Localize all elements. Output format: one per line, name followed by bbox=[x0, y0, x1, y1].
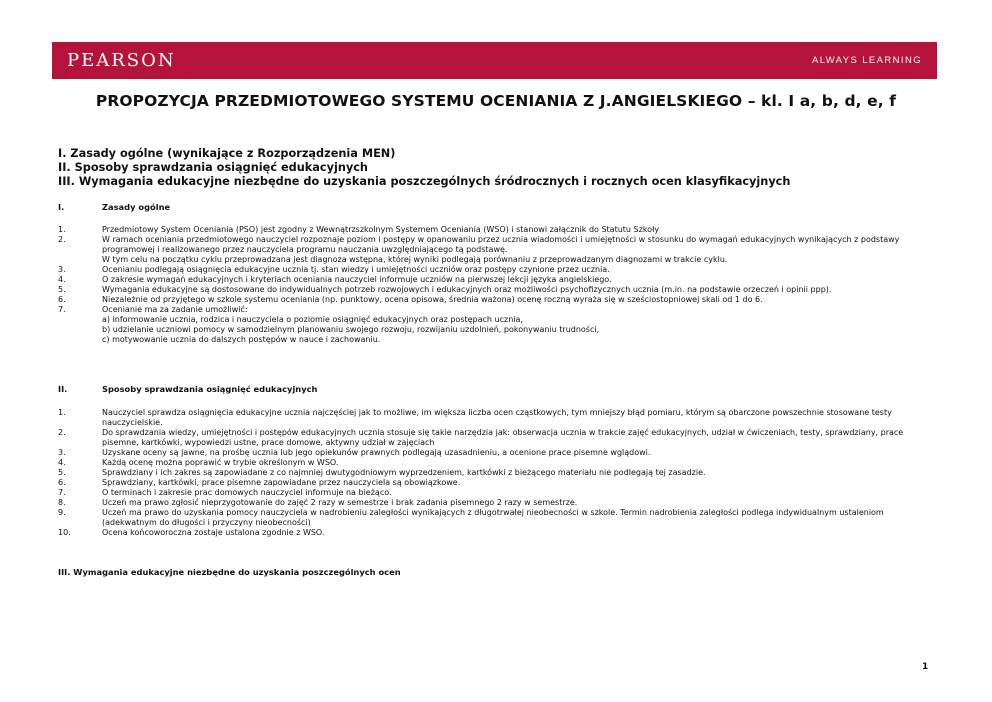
section-3-heading: III. Wymagania edukacyjne niezbędne do uzyskania poszczególnych ocen bbox=[58, 567, 401, 577]
section-1 bbox=[58, 202, 928, 345]
list-item bbox=[58, 408, 928, 428]
section-1-title: Zasady ogólne bbox=[102, 202, 171, 212]
list-item-number: 2. bbox=[58, 235, 66, 244]
list-item-text bbox=[102, 225, 928, 235]
list-item bbox=[58, 448, 928, 458]
list-item-line: a) informowanie ucznia, rodzica i nauczyciela o poziomie osiągnięć edukacyjnych oraz postępach ucznia, bbox=[102, 315, 523, 324]
heading-1: I. Zasady ogólne (wynikające z Rozporządzenia MEN) bbox=[58, 147, 396, 160]
section-2-items bbox=[58, 408, 928, 538]
list-item-text bbox=[102, 265, 928, 275]
list-item bbox=[58, 305, 928, 345]
list-item-line: Niezależnie od przyjętego w szkole systemu oceniania (np. punktowy, ocena opisowa, średnia ważona) ocenę roczną wyraża się w sześciostopniowej skali od 1 do 6. bbox=[102, 295, 763, 304]
list-item-line: W tym celu na początku cyklu przeprowadzana jest diagnoza wstępna, której wyniki podlegają porównaniu z przeprowadzanym diagnozami w trakcie cyklu. bbox=[102, 255, 728, 264]
list-item-number: 1. bbox=[58, 225, 66, 234]
section-2 bbox=[58, 384, 928, 538]
list-item bbox=[58, 285, 928, 295]
list-item-text bbox=[102, 428, 928, 448]
page-number: 1 bbox=[922, 662, 929, 672]
section-2-title: Sposoby sprawdzania osiągnięć edukacyjnych bbox=[102, 384, 318, 394]
list-item-text bbox=[102, 408, 928, 428]
list-item bbox=[58, 528, 928, 538]
list-item-line: Każdą ocenę można poprawić w trybie określonym w WSO. bbox=[102, 458, 339, 467]
list-item bbox=[58, 275, 928, 285]
list-item bbox=[58, 428, 928, 448]
list-item-line: Uzyskane oceny są jawne, na prośbę ucznia lub jego opiekunów prawnych podlegają uzasadnieniu, a ocenione prace pisemne wglądowi. bbox=[102, 448, 651, 457]
list-item-number: 3. bbox=[58, 448, 66, 457]
list-item-text bbox=[102, 498, 928, 508]
list-item-number: 6. bbox=[58, 295, 66, 304]
section-2-heading bbox=[58, 384, 928, 394]
list-item-number: 9. bbox=[58, 508, 66, 517]
list-item-line: Do sprawdzania wiedzy, umiejętności i postępów edukacyjnych ucznia stosuje się takie narzędzia jak: obserwacja ucznia w trakcie zajęć edukacyjnych, udział w ćwiczeniach, testy, sprawdziany, prace pisemne, kartkówki, wypowiedzi ustne, prace domowe, aktywny udział w zajęciach bbox=[102, 428, 904, 447]
list-item-line: Ocena końcoworoczna zostaje ustalona zgodnie z WSO. bbox=[102, 528, 325, 537]
list-item bbox=[58, 458, 928, 468]
list-item-text bbox=[102, 508, 928, 528]
section-1-number: I. bbox=[58, 202, 65, 212]
list-item bbox=[58, 265, 928, 275]
list-item-text bbox=[102, 528, 928, 538]
document-title: PROPOZYCJA PRZEDMIOTOWEGO SYSTEMU OCENIANIA Z J.ANGIELSKIEGO – kl. I a, b, d, e, f bbox=[95, 92, 897, 110]
list-item bbox=[58, 235, 928, 265]
list-item-line: Ocenianiu podlegają osiągnięcia edukacyjne ucznia tj. stan wiedzy i umiejętności uczniów oraz postępy czynione przez ucznia. bbox=[102, 265, 610, 274]
list-item-text bbox=[102, 295, 928, 305]
list-item-line: Ocenianie ma za zadanie umożliwić: bbox=[102, 305, 248, 314]
list-item-line: b) udzielanie uczniowi pomocy w samodzielnym planowaniu swojego rozwoju, rozwijaniu uzdolnień, pokonywaniu trudności, bbox=[102, 325, 600, 334]
list-item bbox=[58, 508, 928, 528]
section-1-items bbox=[58, 225, 928, 345]
list-item bbox=[58, 295, 928, 305]
list-item-text bbox=[102, 235, 928, 265]
list-item bbox=[58, 498, 928, 508]
list-item-number: 10. bbox=[58, 528, 71, 537]
banner-tagline: ALWAYS LEARNING bbox=[811, 55, 922, 66]
list-item-text bbox=[102, 275, 928, 285]
list-item-line: Przedmiotowy System Oceniania (PSO) jest zgodny z Wewnątrzszkolnym Systemem Oceniania (WSO) i stanowi załącznik do Statutu Szkoły bbox=[102, 225, 660, 234]
list-item-number: 7. bbox=[58, 488, 66, 497]
list-item-text bbox=[102, 458, 928, 468]
list-item-number: 8. bbox=[58, 498, 66, 507]
section-1-heading bbox=[58, 202, 928, 212]
list-item-line: O terminach i zakresie prac domowych nauczyciel informuje na bieżąco. bbox=[102, 488, 392, 497]
list-item-line: c) motywowanie ucznia do dalszych postępów w nauce i zachowaniu. bbox=[102, 335, 381, 344]
list-item-line: Wymagania edukacyjne są dostosowane do indywidualnych potrzeb rozwojowych i edukacyjnych oraz możliwości psychofizycznych ucznia (m.in. na podstawie orzeczeń i opinii ppp). bbox=[102, 285, 832, 294]
list-item-number: 5. bbox=[58, 285, 66, 294]
list-item-text bbox=[102, 448, 928, 458]
list-item-line: W ramach oceniania przedmiotowego nauczyciel rozpoznaje poziom i postępy w opanowaniu przez ucznia wiadomości i umiejętności w stosunku do wymagań edukacyjnych wynikających z podstawy programowej i realizowanego przez nauczyciela programu nauczania uwzględniającego tą podstawę. bbox=[102, 235, 900, 254]
section-2-number: II. bbox=[58, 384, 68, 394]
list-item-line: Uczeń ma prawo zgłosić nieprzygotowanie do zajęć 2 razy w semestrze i brak zadania pisemnego 2 razy w semestrze. bbox=[102, 498, 578, 507]
list-item-text bbox=[102, 478, 928, 488]
list-item-line: Uczeń ma prawo do uzyskania pomocy nauczyciela w nadrobieniu zaległości wynikających z długotrwałej nieobecności w szkole. Termin nadrobienia zaległości podlega indywidualnym ustaleniom (adekwatnym do długości i przyczyny nieobecności) bbox=[102, 508, 884, 527]
list-item-number: 2. bbox=[58, 428, 66, 437]
pearson-logo: PEARSON bbox=[67, 50, 176, 71]
list-item-number: 7. bbox=[58, 305, 66, 314]
heading-3: III. Wymagania edukacyjne niezbędne do uzyskania poszczególnych śródrocznych i rocznych ocen klasyfikacyjnych bbox=[58, 175, 791, 188]
list-item-number: 1. bbox=[58, 408, 66, 417]
list-item-number: 3. bbox=[58, 265, 66, 274]
list-item-text bbox=[102, 305, 928, 345]
list-item-number: 5. bbox=[58, 468, 66, 477]
heading-2: II. Sposoby sprawdzania osiągnięć edukacyjnych bbox=[58, 161, 368, 174]
pearson-banner bbox=[52, 42, 937, 79]
list-item bbox=[58, 488, 928, 498]
list-item-line: Sprawdziany, kartkówki, prace pisemne zapowiadane przez nauczyciela są obowiązkowe. bbox=[102, 478, 461, 487]
list-item bbox=[58, 478, 928, 488]
list-item-text bbox=[102, 488, 928, 498]
list-item-text bbox=[102, 468, 928, 478]
list-item-number: 6. bbox=[58, 478, 66, 487]
list-item-line: Nauczyciel sprawdza osiągnięcia edukacyjne ucznia najczęściej jak to możliwe, im większa liczba ocen cząstkowych, tym mniejszy błąd pomiaru, którym są obarczone powszechnie stosowane testy nauczycielskie. bbox=[102, 408, 892, 427]
list-item-number: 4. bbox=[58, 458, 66, 467]
list-item bbox=[58, 468, 928, 478]
list-item bbox=[58, 225, 928, 235]
list-item-line: O zakresie wymagań edukacyjnych i kryteriach oceniania nauczyciel informuje uczniów na pierwszej lekcji języka angielskiego. bbox=[102, 275, 612, 284]
contents-headings bbox=[58, 147, 790, 189]
list-item-text bbox=[102, 285, 928, 295]
list-item-line: Sprawdziany i ich zakres są zapowiadane z co najmniej dwutygodniowym wyprzedzeniem, kartkówki z bieżącego materiału nie podlegają tej zasadzie. bbox=[102, 468, 706, 477]
list-item-number: 4. bbox=[58, 275, 66, 284]
